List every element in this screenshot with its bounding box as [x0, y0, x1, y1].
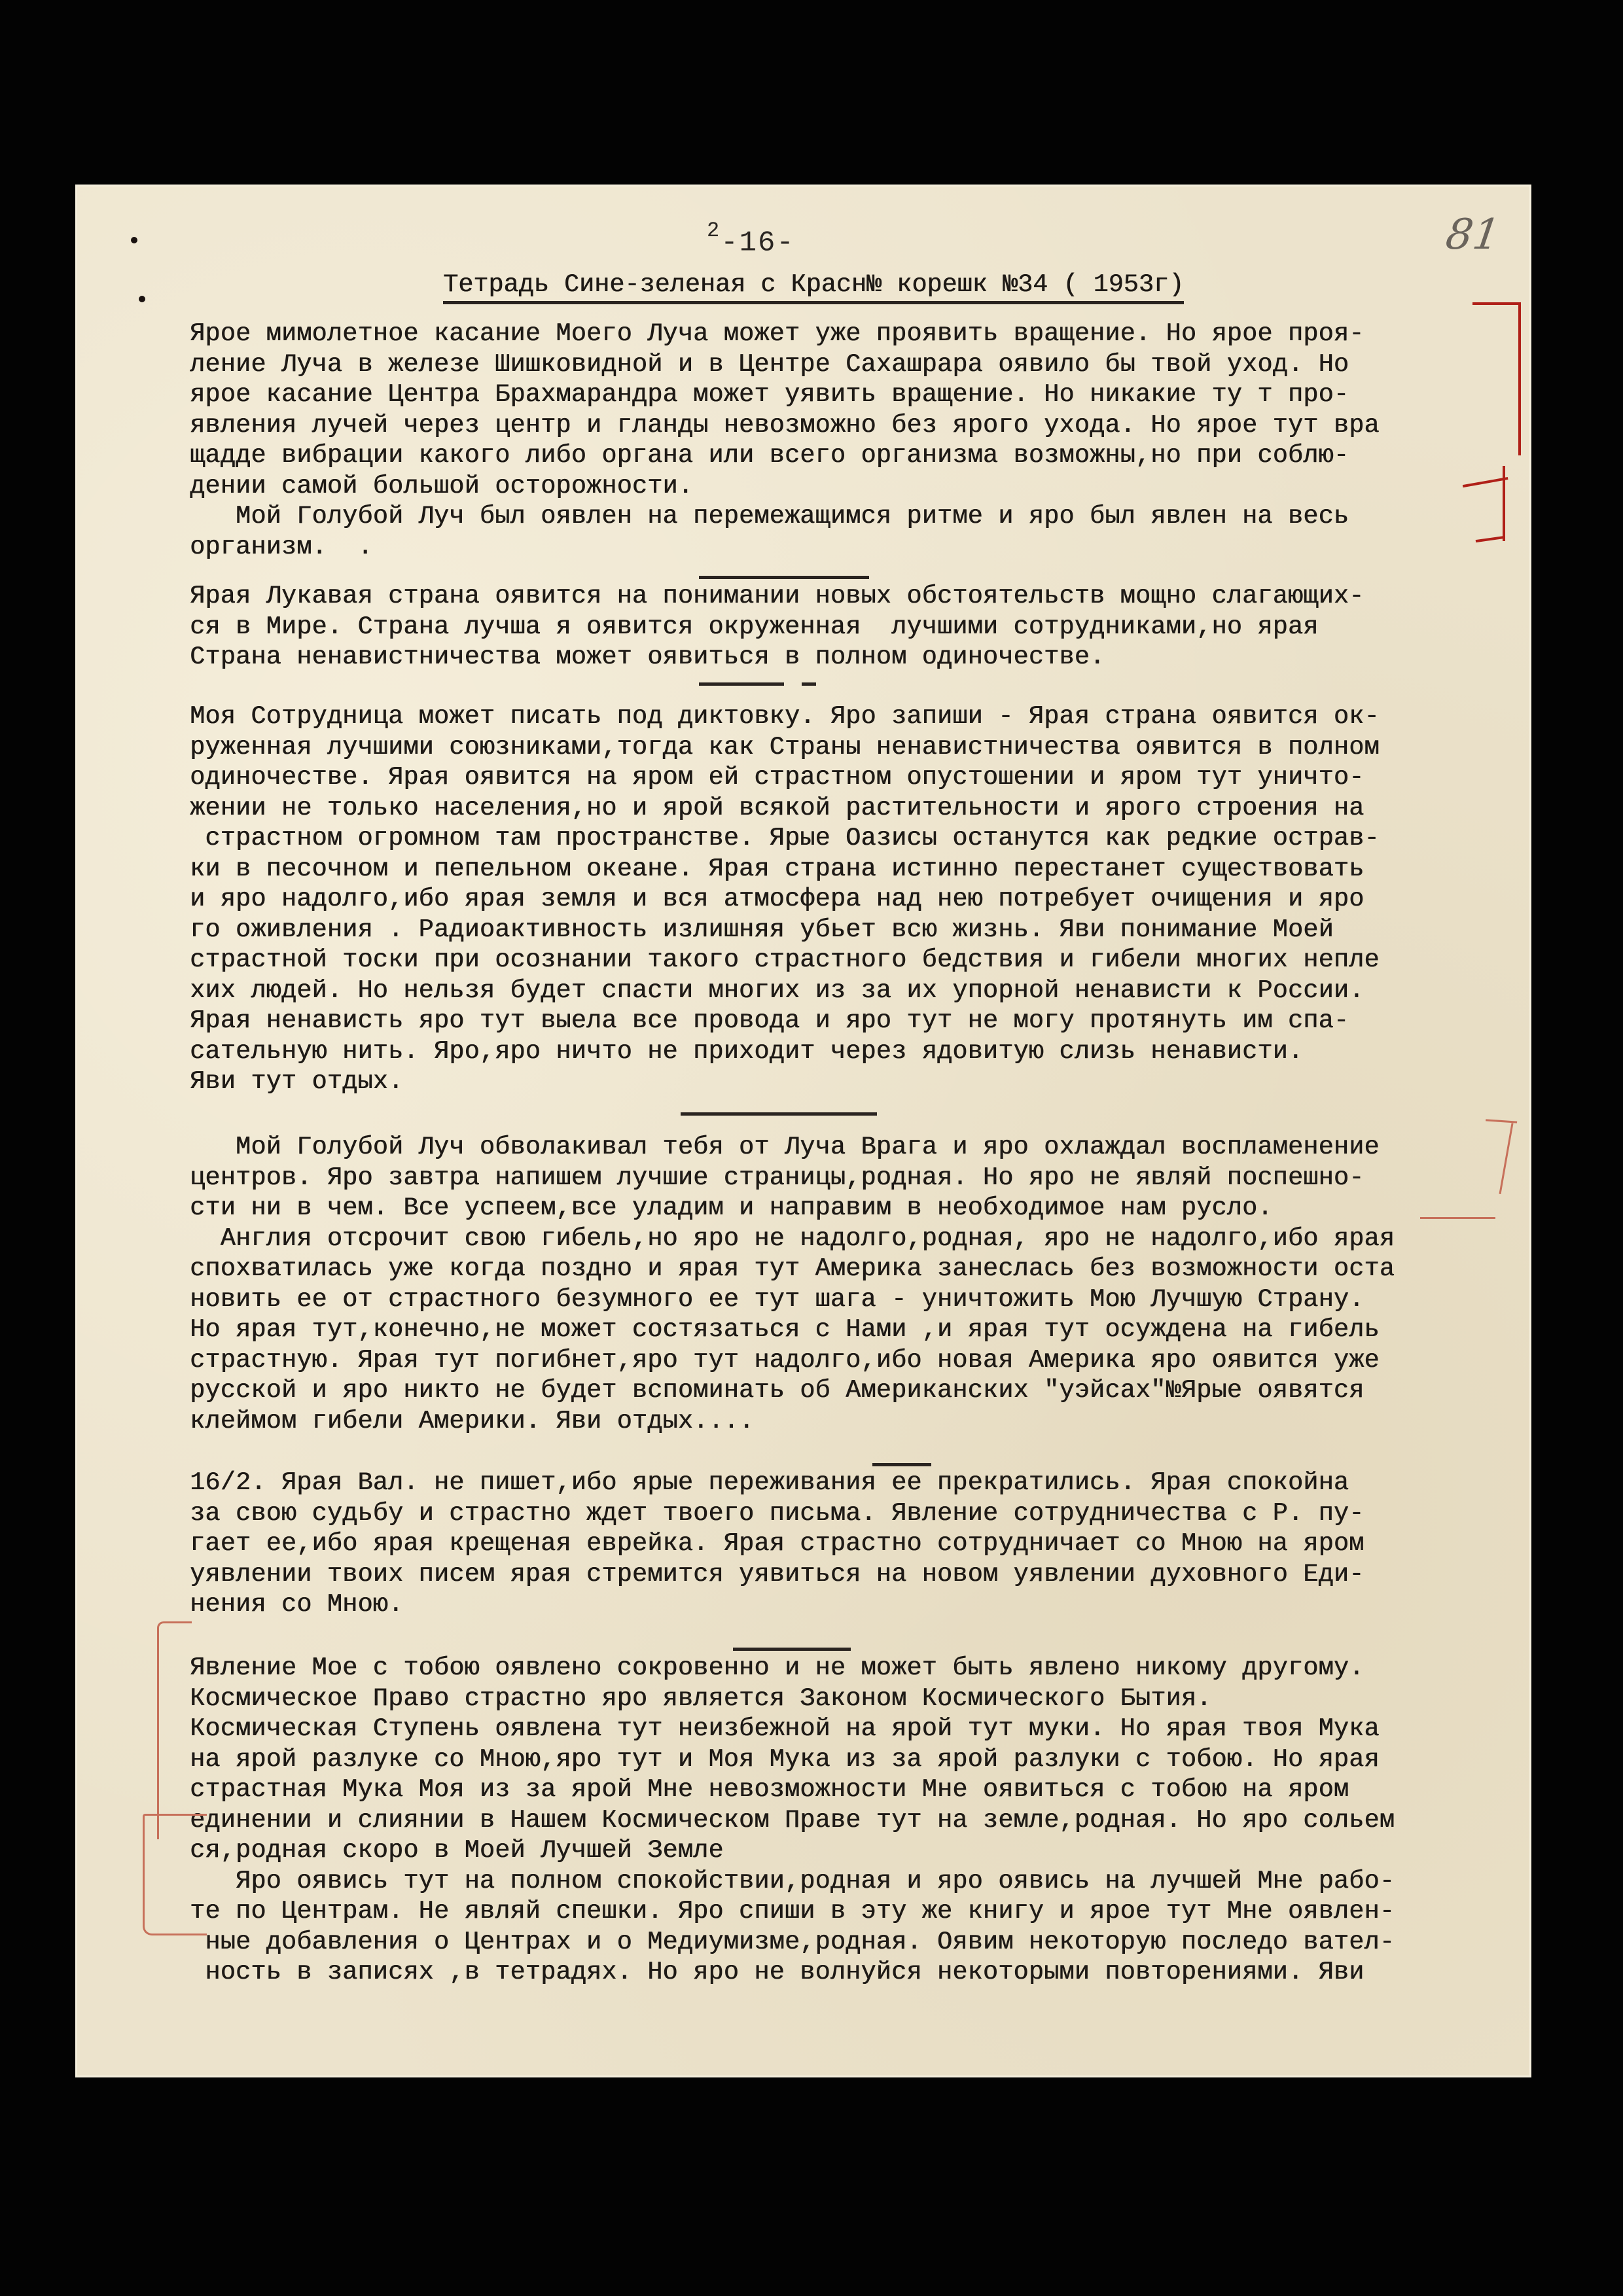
- page-number: [707, 219, 795, 260]
- text-line: страстной тоски при осознании такого страстного бедствия и гибели многих непле: [190, 945, 1380, 974]
- text-line: сательную нить. Яро,яро ничто не приходит через ядовитую слизь ненависти.: [190, 1036, 1304, 1066]
- red-bracket-mark: [1472, 302, 1521, 455]
- text-line: ность в записях ,в тетрадях. Но яро не волнуйся некоторыми повторениями. Яви: [190, 1958, 1364, 1987]
- text-line: ярое касание Центра Брахмарандра может уявить вращение. Но никакие ту т про-: [190, 380, 1349, 409]
- text-line: те по Центрам. Не являй спешки. Яро спиши в эту же книгу и ярое тут Мне оявлен-: [190, 1897, 1395, 1926]
- page-number-text: -16-: [721, 226, 795, 260]
- text-line: Мой Голубой Луч обволакивал тебя от Луча Врага и яро охлаждал воспламенение: [190, 1133, 1380, 1161]
- text-line: Ярое мимолетное касание Моего Луча может уже проявить вращение. Но ярое проя-: [190, 319, 1364, 348]
- text-line: щадде вибрации какого либо органа или всего организма возможны,но при соблю-: [190, 441, 1349, 470]
- text-line: жении не только населения,но и ярой всякой растительности и ярого строения на: [190, 793, 1364, 822]
- text-line: ся в Мире. Страна лучша я оявится окруженная лучшими сотрудниками,но ярая: [190, 612, 1319, 641]
- text-line: хих людей. Но нельзя будет спасти многих из за их упорной ненависти к России.: [190, 976, 1364, 1005]
- page-number-prefix: 2: [707, 219, 721, 243]
- text-line: го оживления . Радиоактивность излишняя убьет всю жизнь. Яви понимание Моей: [190, 915, 1334, 944]
- separator-rule: [872, 1463, 931, 1466]
- text-line: явления лучей через центр и гланды невозможно без ярого ухода. Но ярое тут вра: [190, 410, 1380, 440]
- text-line: уявлении твоих писем ярая стремится уявиться на новом уявлении духовного Еди-: [190, 1559, 1364, 1589]
- red-bracket-mark: [1503, 466, 1508, 541]
- text-line: страстную. Ярая тут погибнет,яро тут надолго,ибо новая Америка яро оявится уже: [190, 1345, 1380, 1375]
- text-line: клеймом гибели Америки. Яви отдых....: [190, 1406, 755, 1436]
- text-line: Космическая Ступень оявлена тут неизбежной на ярой тут муки. Но ярая твоя Мука: [190, 1714, 1380, 1743]
- text-line: Англия отсрочит свою гибель,но яро не надолго,родная, яро не надолго,ибо ярая: [190, 1224, 1395, 1253]
- text-line: страстном огромном там пространстве. Ярые Оазисы останутся как редкие острав-: [190, 824, 1380, 853]
- text-line: и яро надолго,ибо ярая земля и вся атмосфера над нею потребует очищения и яро: [190, 885, 1364, 913]
- text-line: центров. Яро завтра напишем лучшие страницы,родная. Но яро не являй поспешно-: [190, 1163, 1364, 1192]
- text-line: Космическое Право страстно яро является Законом Космического Бытия.: [190, 1684, 1212, 1713]
- text-line: Но ярая тут,конечно,не может состязаться с Нами ,и ярая тут осуждена на гибель: [190, 1315, 1380, 1344]
- text-line: гает ее,ибо ярая крещеная еврейка. Ярая страстно сотрудничает со Мною на яром: [190, 1529, 1364, 1558]
- text-line: организм. .: [190, 532, 373, 561]
- text-line: единении и слиянии в Нашем Космическом Праве тут на земле,родная. Но яро сольем: [190, 1805, 1395, 1835]
- handwritten-folio-number: 81: [1442, 211, 1503, 259]
- text-line: ление Луча в железе Шишковидной и в Центре Сахашрара оявило бы твой уход. Но: [190, 349, 1349, 379]
- punch-hole: [131, 237, 137, 243]
- text-line: 16/2. Ярая Вал. не пишет,ибо ярые переживания ее прекратились. Ярая спокойна: [190, 1468, 1349, 1497]
- separator-rule: [699, 682, 784, 686]
- text-line: Ярая Лукавая страна оявится на понимании новых обстоятельств мощно слагающих-: [190, 582, 1364, 610]
- text-line: одиночестве. Ярая оявится на яром ей страстном опустошении и яром тут уничто-: [190, 763, 1364, 792]
- text-line: спохватилась уже когда поздно и ярая тут Америка занеслась без возможности оста: [190, 1254, 1395, 1283]
- document-title: Тетрадь Сине-зеленая с Красн№ корешк №34 ( 1953г): [443, 270, 1184, 304]
- text-line: ки в песочном и пепельном океане. Ярая страна истинно перестанет существовать: [190, 854, 1364, 883]
- text-line: страстная Мука Моя из за ярой Мне невозможности Мне оявиться с тобою на яром: [190, 1775, 1349, 1804]
- text-line: за свою судьбу и страстно ждет твоего письма. Явление сотрудничества с Р. пу-: [190, 1498, 1364, 1528]
- text-line: дении самой большой осторожности.: [190, 471, 694, 501]
- text-line: Ярая ненависть яро тут выела все провода и яро тут не могу протянуть им спа-: [190, 1006, 1349, 1035]
- text-line: новить ее от страстного безумного ее тут шага - уничтожить Мою Лучшую Страну.: [190, 1284, 1364, 1314]
- text-line: Моя Сотрудница может писать под диктовку. Яро запиши - Ярая страна оявится ок-: [190, 702, 1380, 731]
- separator-rule: [733, 1648, 851, 1651]
- separator-rule: [699, 576, 869, 579]
- text-line: Мой Голубой Луч был оявлен на перемежащимся ритме и яро был явлен на весь: [190, 502, 1349, 531]
- text-line: Явление Мое с тобою оявлено сокровенно и не может быть явлено никому другому.: [190, 1653, 1364, 1682]
- red-bracket-mark: [143, 1814, 207, 1935]
- text-line: ные добавления о Центрах и о Медиумизме,родная. Оявим некоторую последо вател-: [190, 1927, 1395, 1956]
- text-line: Яро оявись тут на полном спокойствии,родная и яро оявись на лучшей Мне рабо-: [190, 1866, 1395, 1896]
- text-line: руженная лучшими союзниками,тогда как Страны ненавистничества оявится в полном: [190, 732, 1380, 762]
- text-line: Яви тут отдых.: [190, 1067, 404, 1096]
- text-line: нения со Мною.: [190, 1590, 404, 1619]
- separator-rule: [802, 682, 816, 686]
- punch-hole: [139, 296, 145, 302]
- text-line: сти ни в чем. Все успеем,все уладим и направим в необходимое нам русло.: [190, 1193, 1273, 1222]
- red-bracket-mark: [157, 1621, 192, 1839]
- text-line: русской и яро никто не будет вспоминать об Американских "уэйсах"№Ярые оявятся: [190, 1376, 1364, 1405]
- text-line: Страна ненавистничества может оявиться в полном одиночестве.: [190, 643, 1105, 671]
- separator-rule: [681, 1112, 877, 1116]
- red-bracket-mark: [1420, 1217, 1495, 1222]
- text-line: на ярой разлуке со Мною,яро тут и Моя Мука из за ярой разлуки с тобою. Но ярая: [190, 1744, 1380, 1774]
- text-line: ся,родная скоро в Моей Лучшей Земле: [190, 1836, 724, 1865]
